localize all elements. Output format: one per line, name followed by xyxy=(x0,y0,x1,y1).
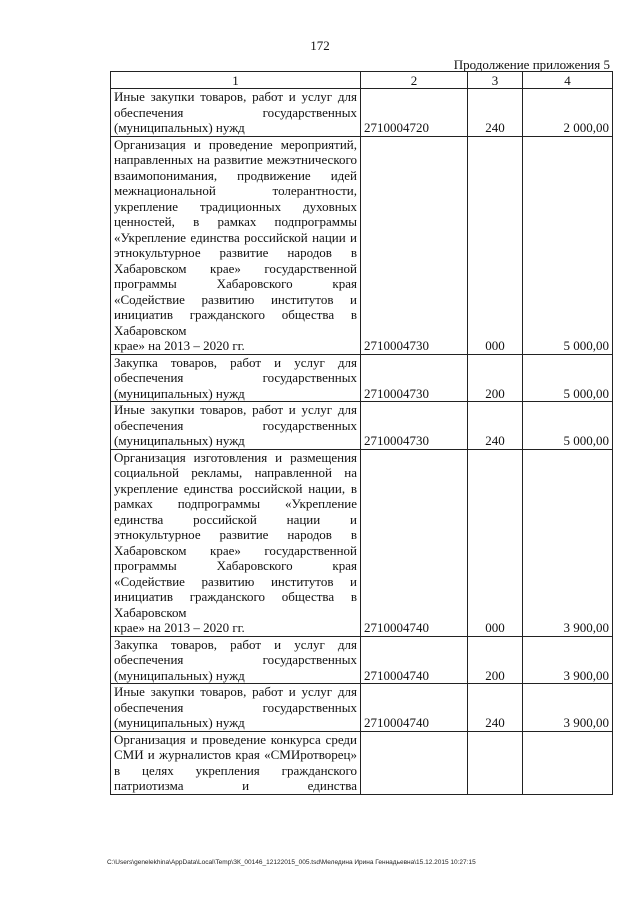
row-expense-type: 240 xyxy=(468,89,523,137)
row-code xyxy=(361,731,468,794)
page-number: 172 xyxy=(310,38,330,53)
row-code: 2710004730 xyxy=(361,354,468,402)
row-description-last-line: (муниципальных) нужд xyxy=(114,120,245,135)
budget-table xyxy=(110,71,613,795)
row-description xyxy=(111,354,361,402)
row-expense-type: 000 xyxy=(468,136,523,354)
row-description xyxy=(111,636,361,684)
row-sum xyxy=(523,731,613,794)
row-description-last-line: крае» на 2013 – 2020 гг. xyxy=(114,338,245,353)
row-description-text: Иные закупки товаров, работ и услуг для обеспечения государственных xyxy=(114,89,357,120)
row-description-text: Иные закупки товаров, работ и услуг для обеспечения государственных xyxy=(114,402,357,433)
table-row xyxy=(111,449,613,636)
row-description-last-line: (муниципальных) нужд xyxy=(114,715,245,730)
row-expense-type xyxy=(468,731,523,794)
row-sum: 5 000,00 xyxy=(523,402,613,450)
file-path-footer: C:\Users\genelekhina\AppData\Local\Temp\ЗК_00146_12122015_005.tsd\Меледина Ирина Геннадьевна\15.12.2015 10:27:15 xyxy=(107,859,476,866)
table-row xyxy=(111,636,613,684)
row-code: 2710004720 xyxy=(361,89,468,137)
table-row xyxy=(111,89,613,137)
row-description-last-line: (муниципальных) нужд xyxy=(114,667,245,683)
row-description-text: Организация и проведение конкурса среди СМИ и журналистов края «СМИротворец» в целях укрепления гражданского патриотизма и единства xyxy=(114,731,357,793)
row-sum: 3 900,00 xyxy=(523,636,613,684)
row-code: 2710004740 xyxy=(361,636,468,684)
row-expense-type: 000 xyxy=(468,449,523,636)
row-description-last-line: крае» на 2013 – 2020 гг. xyxy=(114,620,245,635)
row-description xyxy=(111,684,361,732)
row-description xyxy=(111,402,361,450)
row-description-text: Закупка товаров, работ и услуг для обеспечения государственных xyxy=(114,354,357,385)
row-description-text: Организация изготовления и размещения социальной рекламы, направленной на укрепление единства российской нации, в рамках подпрограммы «Укрепление единства российской нации и этнокультурное развитие народов в Хабаровском крае» государственной программы Хабаровского края «Содействие развитию институтов и инициатив гражданского общества в Хабаровском xyxy=(114,449,357,620)
row-expense-type: 200 xyxy=(468,636,523,684)
row-expense-type: 200 xyxy=(468,354,523,402)
row-sum: 3 900,00 xyxy=(523,449,613,636)
row-sum: 5 000,00 xyxy=(523,136,613,354)
row-expense-type: 240 xyxy=(468,402,523,450)
table-row xyxy=(111,731,613,794)
row-expense-type: 240 xyxy=(468,684,523,732)
row-description-text: Организация и проведение мероприятий, направленных на развитие межэтнического взаимопонимания, продвижение идей межнациональной толерантности, укрепление традиционных духовных ценностей, в рамках подпрограммы «Укрепление единства российской нации и этнокультурное развитие народов в Хабаровском крае» государственной программы Хабаровского края «Содействие развитию институтов и инициатив гражданского общества в Хабаровском xyxy=(114,136,357,338)
row-description-last-line: (муниципальных) нужд xyxy=(114,385,245,401)
row-code: 2710004730 xyxy=(361,136,468,354)
column-header-2: 2 xyxy=(361,72,468,89)
row-code: 2710004740 xyxy=(361,449,468,636)
column-header-1: 1 xyxy=(111,72,361,89)
table-row xyxy=(111,684,613,732)
row-description-text: Закупка товаров, работ и услуг для обеспечения государственных xyxy=(114,636,357,667)
column-header-3: 3 xyxy=(468,72,523,89)
column-number-row xyxy=(111,72,613,89)
row-code: 2710004740 xyxy=(361,684,468,732)
table-row xyxy=(111,136,613,354)
column-header-4: 4 xyxy=(523,72,613,89)
continuation-note: Продолжение приложения 5 xyxy=(453,57,610,72)
row-description xyxy=(111,89,361,137)
row-description-text: Иные закупки товаров, работ и услуг для обеспечения государственных xyxy=(114,684,357,715)
row-code: 2710004730 xyxy=(361,402,468,450)
row-sum: 5 000,00 xyxy=(523,354,613,402)
row-description xyxy=(111,449,361,636)
row-description-last-line: (муниципальных) нужд xyxy=(114,433,245,448)
row-description xyxy=(111,731,361,794)
row-sum: 2 000,00 xyxy=(523,89,613,137)
row-sum: 3 900,00 xyxy=(523,684,613,732)
table-row xyxy=(111,402,613,450)
table-row xyxy=(111,354,613,402)
row-description xyxy=(111,136,361,354)
